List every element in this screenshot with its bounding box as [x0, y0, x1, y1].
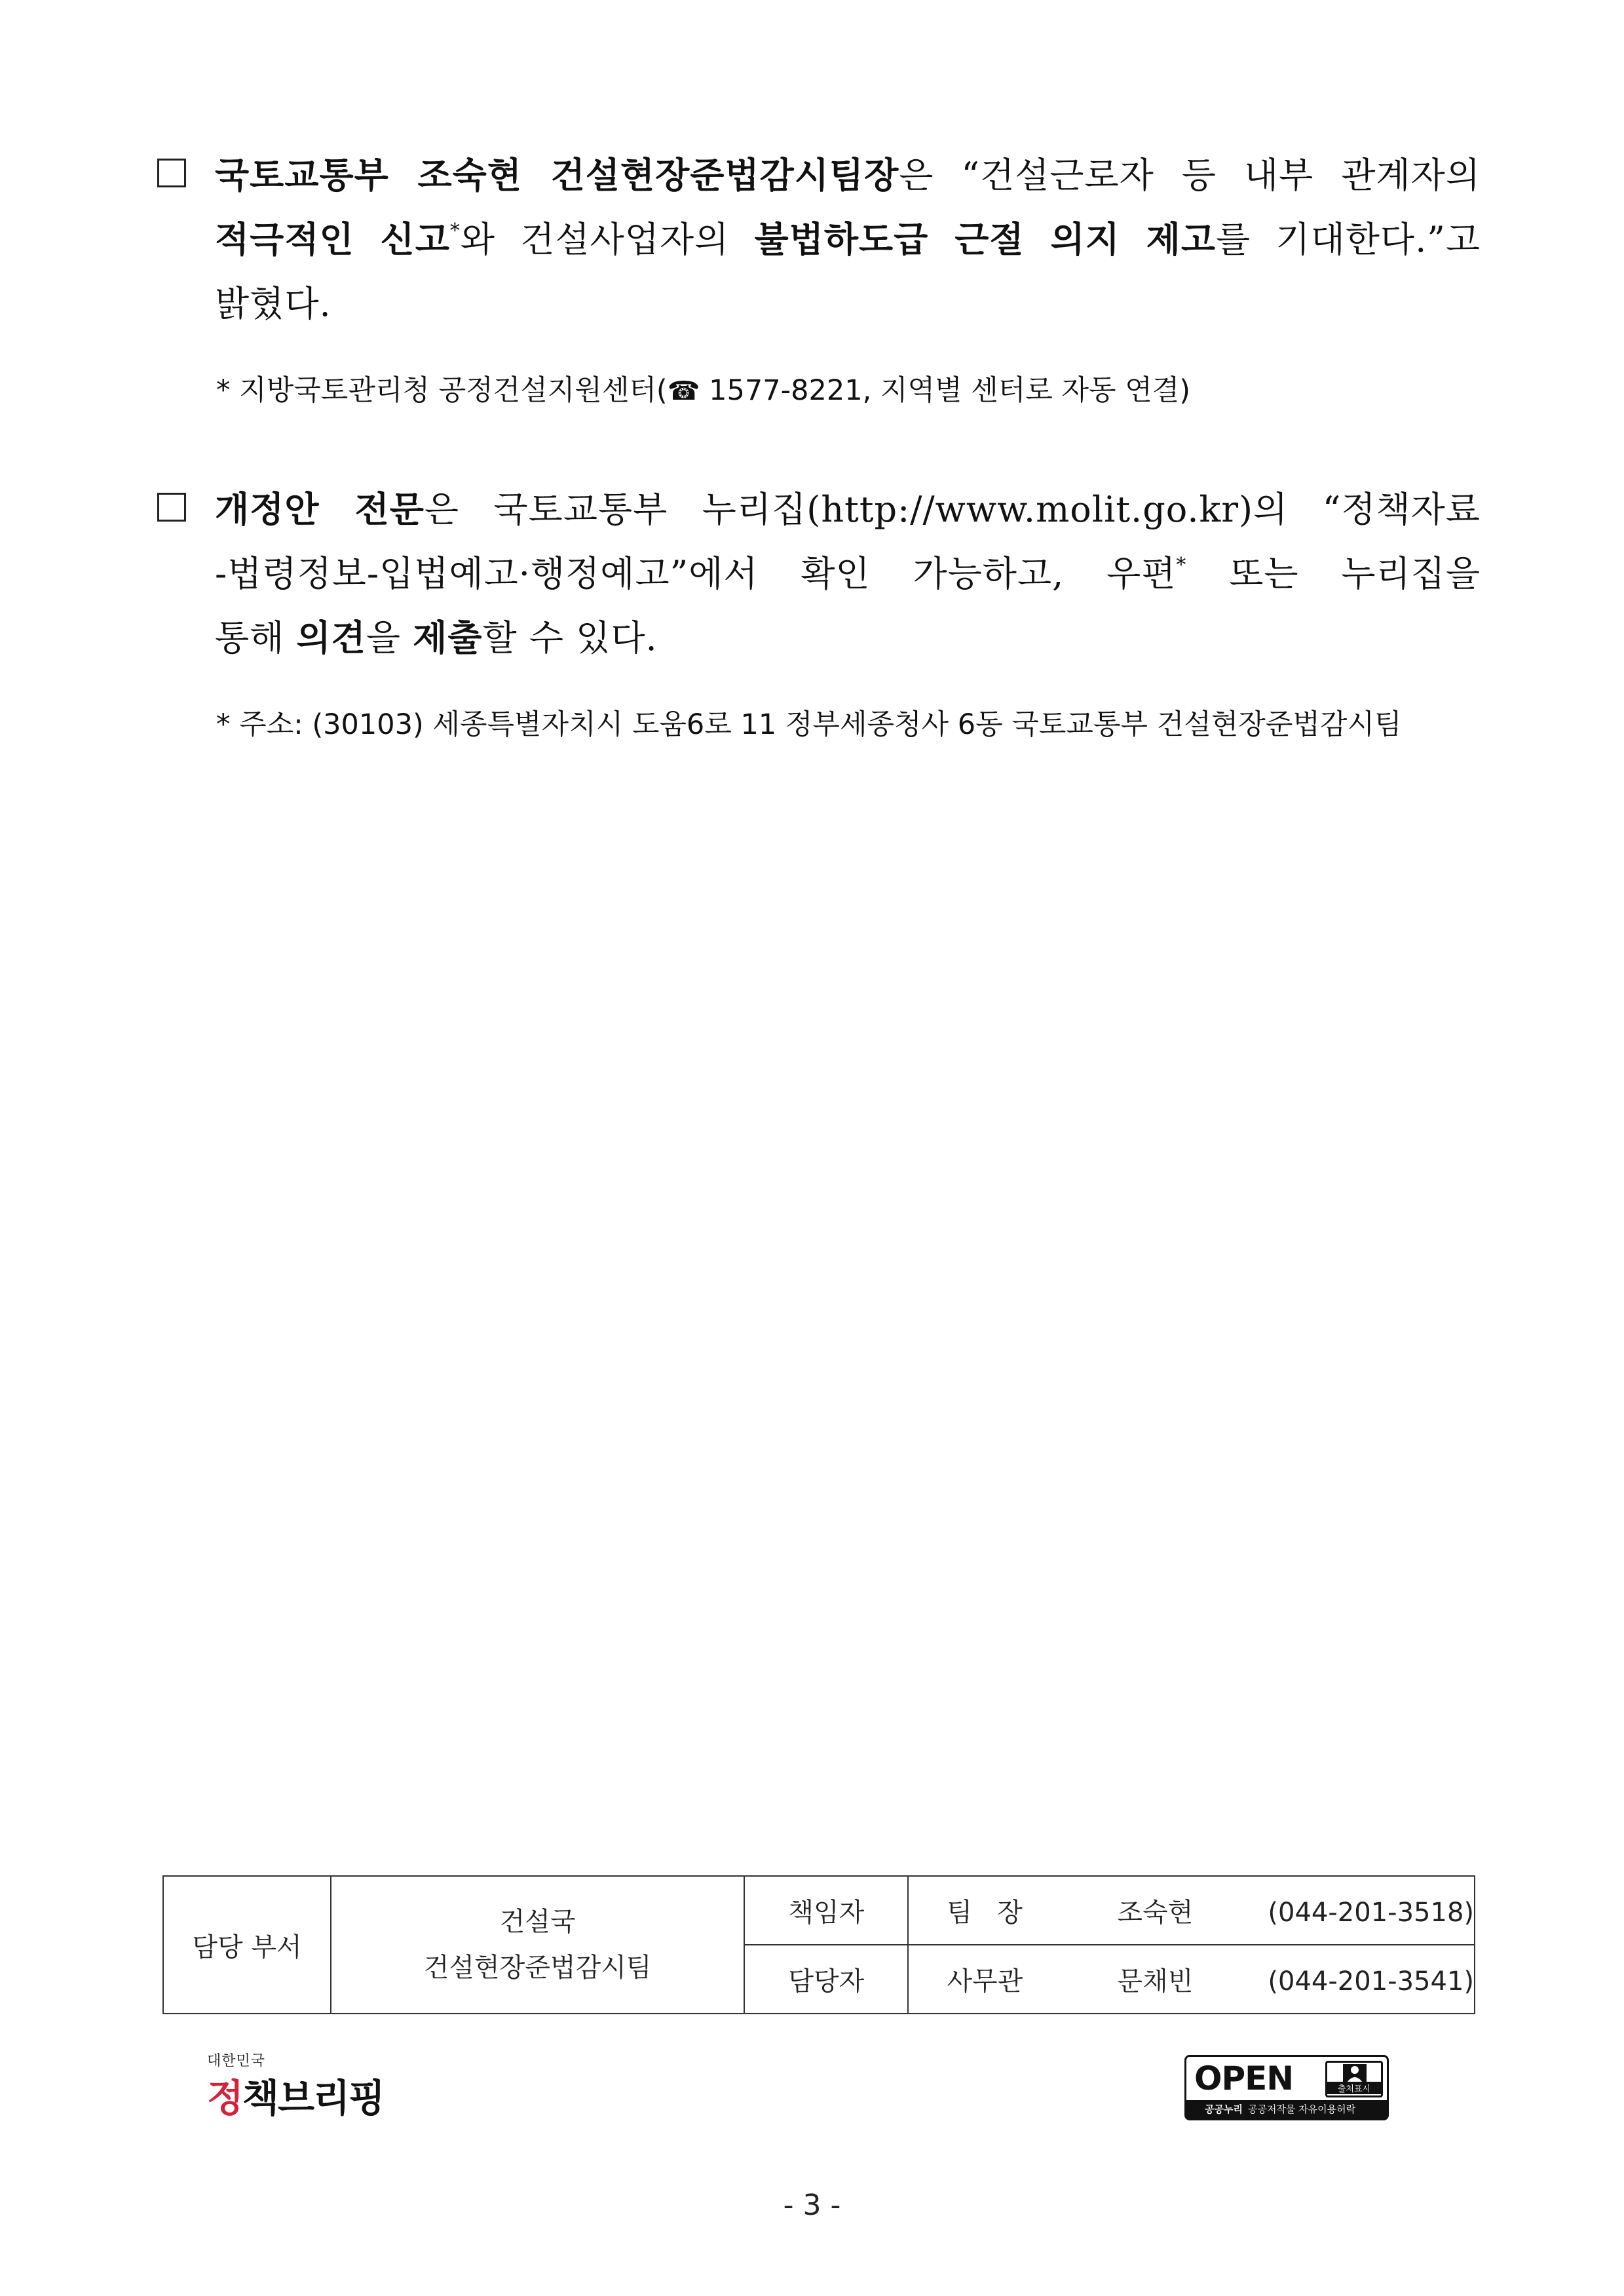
logo-red-text: 정	[207, 2076, 243, 2120]
person-icon	[1343, 2064, 1367, 2084]
paragraph-line	[215, 612, 658, 664]
contact-name: 문채빈	[1117, 1966, 1194, 1997]
contact-table	[162, 1875, 1475, 2014]
team-name: 건설현장준법감시팀	[423, 1953, 652, 1983]
checkbox-bullet-icon	[157, 493, 186, 522]
contact-detail-cell	[908, 1945, 1475, 2014]
role-cell: 담당자	[744, 1945, 908, 2014]
policy-briefing-logo	[207, 2050, 384, 2122]
text-span: 은 국토교통부 누리집(http://www.molit.go.kr)의 “정책자료	[424, 489, 1481, 530]
license-text: 공공저작물 자유이용허락	[1247, 2103, 1356, 2115]
bold-span: 적극적인 신고	[215, 219, 450, 260]
logo-big-text	[207, 2067, 384, 2122]
bold-span: 개정안 전문	[215, 489, 425, 530]
page-number: - 3 -	[783, 2189, 841, 2222]
contact-title: 팀 장	[947, 1898, 1023, 1928]
paragraph-line: 밝혔다.	[215, 283, 331, 324]
logo-rest-text: 책브리핑	[242, 2076, 385, 2120]
text-span: 와 건설사업자의	[460, 219, 755, 260]
text-span: 1577-8221, 지역별 센터로 자동 연결)	[700, 374, 1191, 407]
logo-small-text: 대한민국	[207, 2053, 266, 2069]
contact-phone: (044-201-3518)	[1268, 1898, 1474, 1928]
footnote-mark: *	[449, 220, 461, 242]
contact-name: 조숙현	[1117, 1898, 1194, 1928]
table-row	[163, 1876, 1475, 1945]
attribution-badge	[1325, 2061, 1383, 2097]
text-span: 은 “건설근로자 등 내부 관계자의	[899, 155, 1481, 196]
contact-title: 사무관	[947, 1966, 1023, 1997]
license-bold: 공공누리	[1205, 2103, 1243, 2115]
license-bar	[1186, 2100, 1387, 2118]
paragraph-line	[215, 149, 1481, 202]
text-span: 할 수 있다.	[482, 617, 658, 659]
contact-phone: (044-201-3541)	[1268, 1966, 1474, 1997]
text-span: 또는 누리집을	[1186, 553, 1481, 594]
text-span: * 지방국토관리청 공정건설지원센터(	[216, 374, 668, 407]
footnote-address: * 주소: (30103) 세종특별자치시 도움6로 11 정부세종청사 6동 국토교통부 건설현장준법감시팀	[216, 708, 1402, 741]
bold-span: 의견	[296, 617, 366, 659]
bold-span: 불법하도급 근절 의지 제고	[754, 219, 1216, 260]
open-word: OPEN	[1194, 2059, 1294, 2097]
text-span: 통해	[215, 617, 297, 659]
role-cell: 책임자	[744, 1876, 908, 1945]
paragraph-line	[215, 214, 1481, 266]
text-span: -법령정보-입법예고·행정예고”에서 확인 가능하고, 우편	[215, 553, 1177, 594]
badge-label: 출처표시	[1327, 2082, 1381, 2094]
kogl-open-logo	[1184, 2055, 1389, 2120]
bold-span: 제출	[413, 617, 483, 659]
checkbox-bullet-icon	[157, 159, 186, 187]
footnote-mark: *	[1176, 554, 1187, 577]
text-span: 을	[366, 617, 413, 659]
text-span: 를 기대한다.”고	[1216, 219, 1481, 260]
official-name: 국토교통부 조숙현 건설현장준법감시팀장	[215, 155, 899, 196]
paragraph-line	[215, 548, 1481, 600]
phone-icon: ☎	[667, 376, 700, 406]
team-cell	[331, 1876, 744, 2014]
footnote-support-center	[216, 371, 1190, 411]
paragraph-line	[215, 484, 1481, 536]
contact-detail-cell	[908, 1876, 1475, 1945]
bureau-name: 건설국	[499, 1907, 576, 1937]
dept-label-cell: 담당 부서	[163, 1876, 331, 2014]
